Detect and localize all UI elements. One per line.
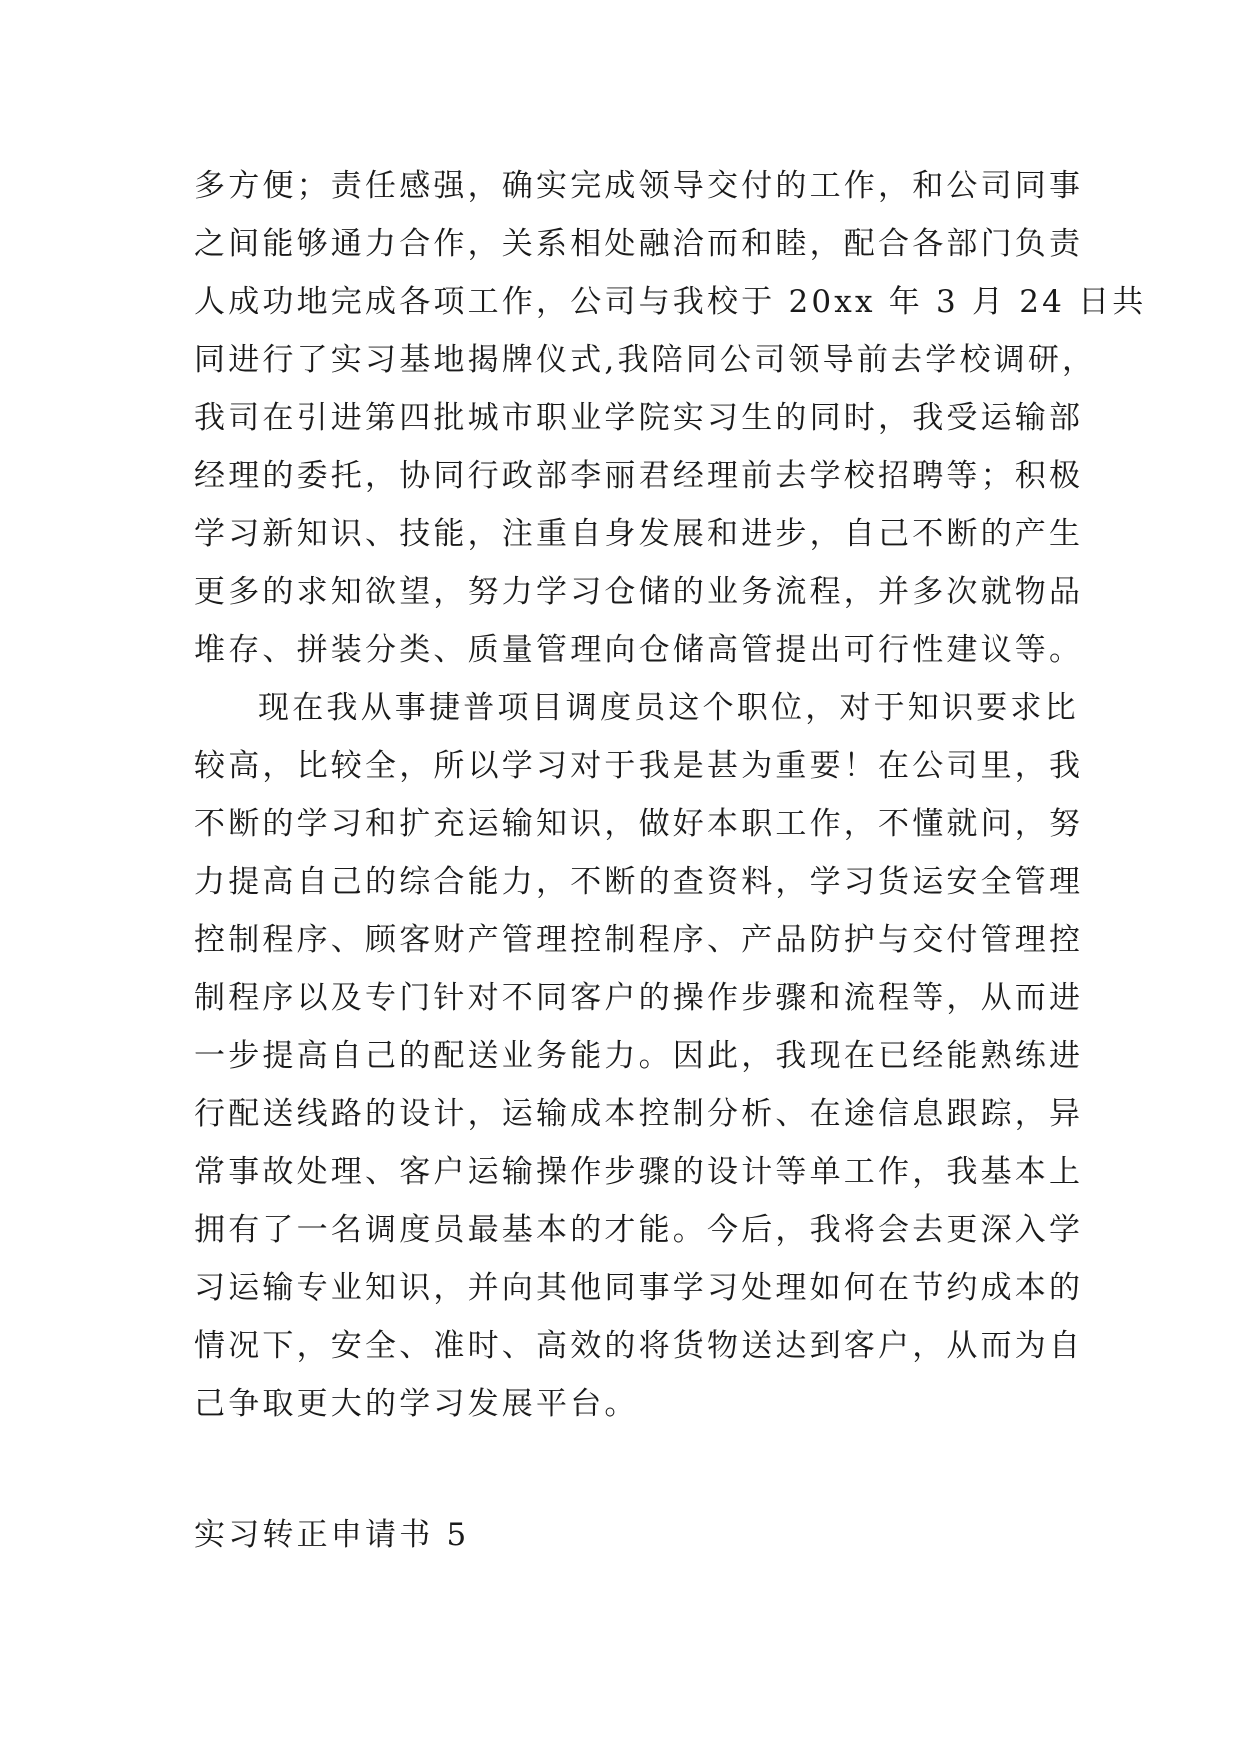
paragraph-line: 己争取更大的学习发展平台。 xyxy=(194,1386,639,1422)
paragraph-line: 力提高自己的综合能力，不断的查资料，学习货运安全管理 xyxy=(194,864,1084,900)
paragraph-line: 人成功地完成各项工作，公司与我校于 20xx 年 3 月 24 日共 xyxy=(194,284,1147,320)
paragraph-2 xyxy=(194,679,1084,1433)
paragraph-line: 之间能够通力合作，关系相处融洽而和睦，配合各部门负责 xyxy=(194,226,1084,262)
paragraph-line: 堆存、拼装分类、质量管理向仓储高管提出可行性建议等。 xyxy=(194,632,1084,668)
paragraph-line: 学习新知识、技能，注重自身发展和进步，自己不断的产生 xyxy=(194,516,1084,552)
paragraph-line: 常事故处理、客户运输操作步骤的设计等单工作，我基本上 xyxy=(194,1154,1084,1190)
paragraph-line: 控制程序、顾客财产管理控制程序、产品防护与交付管理控 xyxy=(194,922,1084,958)
paragraph-line: 多方便；责任感强，确实完成领导交付的工作，和公司同事 xyxy=(194,168,1084,204)
paragraph-line: 经理的委托，协同行政部李丽君经理前去学校招聘等；积极 xyxy=(194,458,1084,494)
paragraph-line: 更多的求知欲望，努力学习仓储的业务流程，并多次就物品 xyxy=(194,574,1084,610)
paragraph-line: 我司在引进第四批城市职业学院实习生的同时，我受运输部 xyxy=(194,400,1084,436)
paragraph-line: 较高，比较全，所以学习对于我是甚为重要！在公司里，我 xyxy=(194,748,1084,784)
paragraph-line: 同进行了实习基地揭牌仪式,我陪同公司领导前去学校调研， xyxy=(194,342,1097,378)
paragraph-line: 习运输专业知识，并向其他同事学习处理如何在节约成本的 xyxy=(194,1270,1084,1306)
paragraph-first-line: 现在我从事捷普项目调度员这个职位，对于知识要求比 xyxy=(258,690,1079,726)
section-heading: 实习转正申请书 5 xyxy=(194,1517,470,1553)
paragraph-line: 制程序以及专门针对不同客户的操作步骤和流程等，从而进 xyxy=(194,980,1084,1016)
paragraph-line: 拥有了一名调度员最基本的才能。今后，我将会去更深入学 xyxy=(194,1212,1084,1248)
paragraph-line: 行配送线路的设计，运输成本控制分析、在途信息跟踪，异 xyxy=(194,1096,1084,1132)
paragraph-1 xyxy=(194,157,1147,679)
paragraph-line: 不断的学习和扩充运输知识，做好本职工作，不懂就问，努 xyxy=(194,806,1084,842)
paragraph-line: 情况下，安全、准时、高效的将货物送达到客户，从而为自 xyxy=(194,1328,1084,1364)
paragraph-line: 一步提高自己的配送业务能力。因此，我现在已经能熟练进 xyxy=(194,1038,1084,1074)
